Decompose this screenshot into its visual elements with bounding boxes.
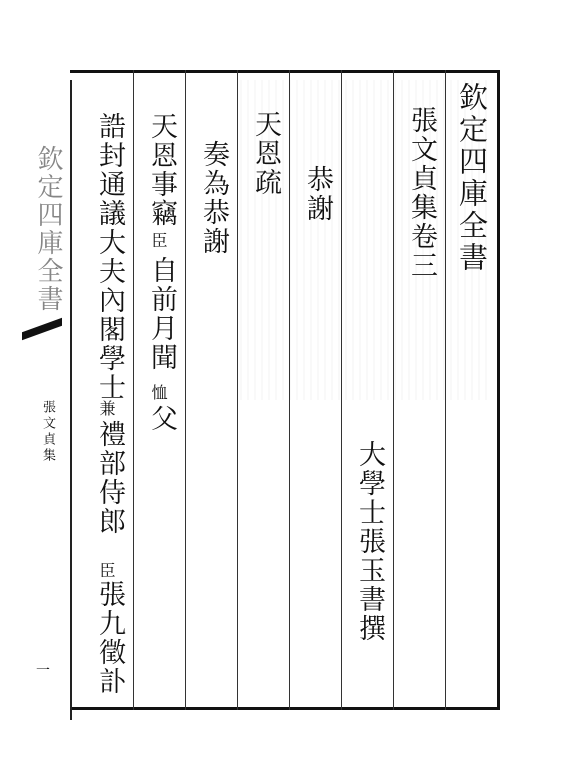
volume-title: 張文貞集卷三 [406, 106, 437, 280]
page-number: 一 [36, 663, 50, 679]
book-spine [20, 70, 70, 710]
column-rule [237, 70, 238, 710]
column-text-small: 恤 [149, 384, 168, 404]
spine-title: 欽定四庫全書 [33, 145, 63, 313]
column-text: 恭謝 [302, 165, 333, 223]
column-rule [133, 70, 134, 710]
column-text-small: 兼 [97, 400, 116, 420]
author-line: 大學士張玉書撰 [354, 440, 385, 643]
column-text: 禮部侍郎 [94, 420, 125, 536]
column-text: 奏為恭謝 [198, 140, 229, 256]
column-text: 張九徵訃 [94, 580, 125, 696]
column-text-small: 臣 [97, 562, 116, 582]
column-text: 自前月聞 [146, 256, 177, 372]
column-text: 誥封通議大夫內閣學士 [94, 112, 125, 402]
column-text: 天恩事竊 [146, 112, 177, 228]
book-title: 欽定四庫全書 [455, 82, 489, 274]
column-text: 父 [146, 404, 177, 433]
inner-margin-line [70, 80, 80, 720]
column-text: 天恩疏 [250, 110, 281, 197]
column-rule [185, 70, 186, 710]
spine-subtitle: 張文貞集 [40, 400, 55, 464]
spine-marker [22, 318, 62, 341]
column-text-small: 臣 [149, 232, 168, 252]
